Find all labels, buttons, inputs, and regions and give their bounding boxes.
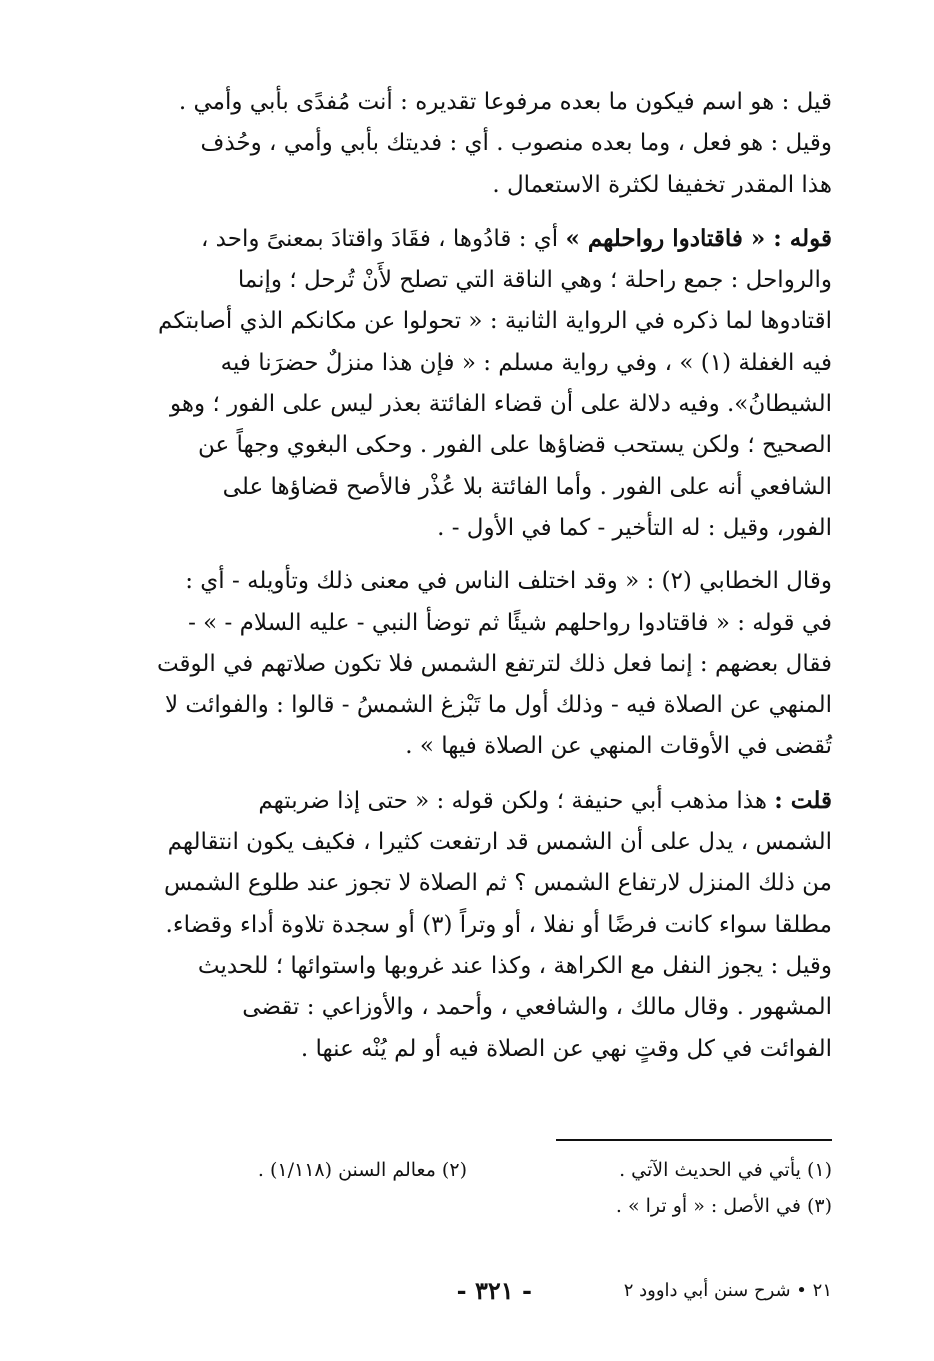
text-line: هذا المقدر تخفيفا لكثرة الاستعمال .: [492, 171, 832, 198]
text-line: وقيل : هو فعل ، وما بعده منصوب . أي : فديتك بأبي وأمي ، وحُذف: [200, 130, 832, 157]
footnote-divider: [556, 1139, 832, 1141]
paragraph-2: [102, 218, 832, 549]
text-line: فيه الغفلة (١) » ، وفي رواية مسلم : « فإن هذا منزلٌ حضرَنا فيه: [220, 349, 832, 376]
text-line: تُقضى في الأوقات المنهي عن الصلاة فيها » .: [405, 733, 832, 760]
text-line: وقيل : يجوز النفل مع الكراهة ، وكذا عند غروبها واستوائها ؛ للحديث: [197, 952, 832, 979]
footnote-3: (٣) في الأصل : « أو ترا » .: [615, 1195, 832, 1217]
paragraph-lead: قوله : « فاقتادوا رواحلهم »: [565, 224, 832, 252]
paragraph-4: [102, 780, 832, 1070]
paragraph-3: [102, 561, 832, 767]
paragraph-1: [102, 82, 832, 206]
text-line: الشيطانُ». وفيه دلالة على أن قضاء الفائتة بعذر ليس على الفور ؛ وهو: [170, 391, 832, 418]
text-line: مطلقا سواء كانت فرضًا أو نفلا ، أو وتراً (٣) أو سجدة تلاوة أداء وقضاء.: [165, 911, 832, 938]
text-line: الصحيح ؛ ولكن يستحب قضاؤها على الفور . وحكى البغوي وجهاً عن: [197, 432, 832, 459]
text-line: الفور، وقيل : له التأخير - كما في الأول - .: [437, 514, 832, 541]
footnotes: [102, 1152, 832, 1224]
text-line: اقتادوها لما ذكره في الرواية الثانية : « تحولوا عن مكانكم الذي أصابتكم: [158, 308, 832, 335]
paragraph-lead: قلت :: [774, 786, 832, 814]
text-line: الشمس ، يدل على أن الشمس قد ارتفعت كثيرا ، فكيف يكون انتقالهم: [167, 829, 832, 856]
page-number: - ٣٢١ -: [456, 1276, 532, 1305]
text-line: [102, 780, 832, 822]
text-line: الشافعي أنه على الفور . وأما الفائتة بلا عُذْر فالأصح قضاؤها على: [222, 473, 832, 500]
text-line: من ذلك المنزل لارتفاع الشمس ؟ ثم الصلاة لا تجوز عند طلوع الشمس: [164, 870, 832, 897]
footnote-row: [102, 1188, 832, 1224]
text-line: في قوله : « فاقتادوا رواحلهم شيئًا ثم توضأ النبي - عليه السلام - » -: [188, 609, 832, 636]
text-line: قيل : هو اسم فيكون ما بعده مرفوعا تقديره : أنت مُفدًى بأبي وأمي .: [178, 89, 832, 115]
main-text: [102, 82, 832, 1082]
text-line: المنهي عن الصلاة فيه - وذلك أول ما تَبْزغ الشمسُ - قالوا : والفوائت لا: [164, 692, 832, 719]
text-line-rest: هذا مذهب أبي حنيفة ؛ ولكن قوله : « حتى إذا ضربتهم: [258, 787, 775, 814]
text-line: فقال بعضهم : إنما فعل ذلك لترتفع الشمس فلا تكون صلاتهم في الوقت: [156, 650, 832, 677]
footnote-2: (٢) معالم السنن (١/١١٨) .: [257, 1159, 467, 1181]
page-footer: [102, 1276, 832, 1312]
text-line: [102, 218, 832, 260]
text-line: والرواحل : جمع راحلة ؛ وهي الناقة التي تصلح لأَنْ تُرحل ؛ وإنما: [237, 267, 832, 294]
text-line-rest: أي : قادُوها ، فقَادَ واقتادَ بمعنىً واحد ،: [200, 225, 566, 252]
footnote-1: (١) يأتي في الحديث الآتي .: [619, 1159, 832, 1181]
book-signature: ٢١ • شرح سنن أبي داوود ٢: [623, 1280, 832, 1301]
text-line: الفوائت في كل وقتٍ نهي عن الصلاة فيه أو لم يُنْه عنها .: [300, 1035, 832, 1062]
text-line: المشهور . وقال مالك ، والشافعي ، وأحمد ، والأوزاعي : تقضى: [242, 994, 832, 1021]
text-line: وقال الخطابي (٢) : « وقد اختلف الناس في معنى ذلك وتأويله - أي :: [185, 568, 832, 595]
footnote-row: [102, 1152, 832, 1188]
